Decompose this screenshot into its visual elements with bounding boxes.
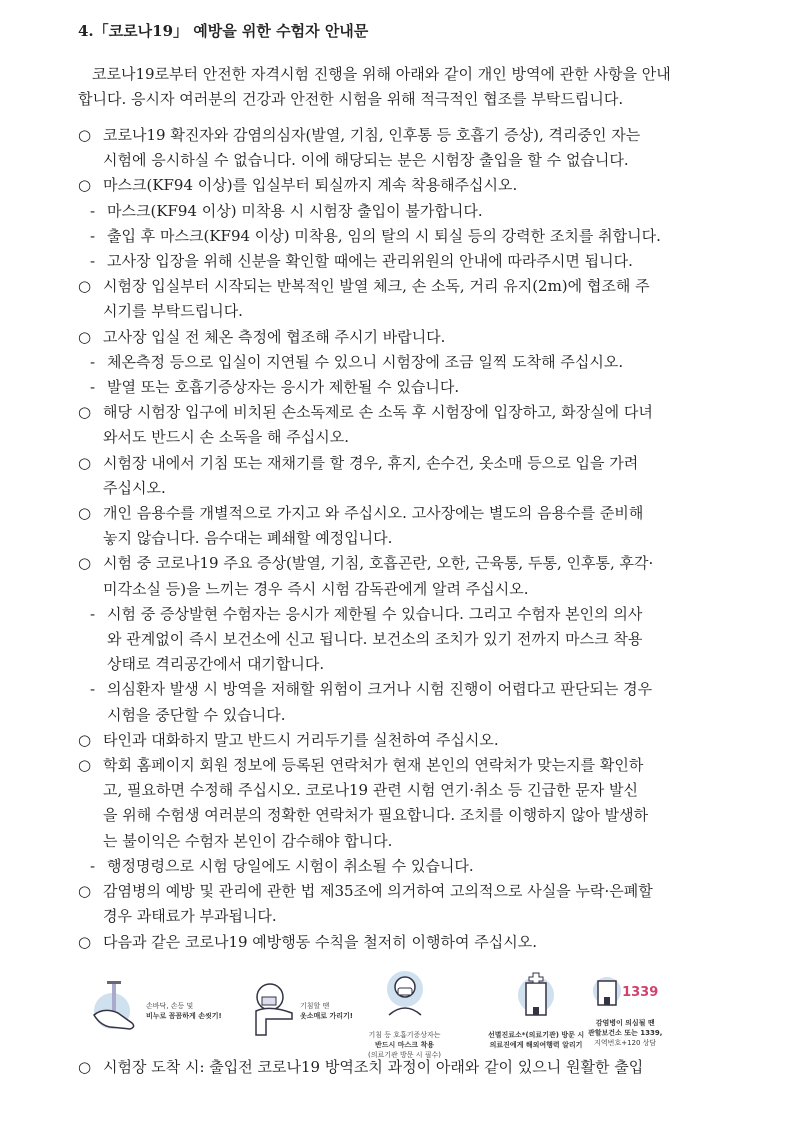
caption-line: 관할보건소 또는 1339, xyxy=(588,1028,663,1037)
list-item-line xyxy=(78,879,738,904)
prevention-rule xyxy=(90,977,222,1045)
circle-bullet-icon: ○ xyxy=(78,882,92,901)
intro-paragraph xyxy=(78,62,671,112)
dash-bullet: - xyxy=(90,201,96,220)
prevention-icon-strip xyxy=(78,977,738,1059)
sub-item-text: 체온측정 등으로 입실이 지연될 수 있으니 시험장에 조금 일찍 도착해 주십시오. xyxy=(107,352,624,371)
sub-item-line xyxy=(78,602,738,627)
handwash-icon xyxy=(90,977,142,1045)
list-item-text: 시험장 내에서 기침 또는 재채기를 할 경우, 휴지, 손수건, 옷소매 등으로 입을 가려 xyxy=(103,453,639,472)
sub-item-text: 시험 중 증상발현 수험자는 응시가 제한될 수 있습니다. 그리고 수험자 본인의 의사 xyxy=(107,604,643,623)
list-item-text: 다음과 같은 코로나19 예방행동 수칙을 철저히 이행하여 주십시오. xyxy=(103,932,537,951)
sub-item-text: 마스크(KF94 이상) 미착용 시 시험장 출입이 불가합니다. xyxy=(107,201,483,220)
list-item-text: 경우 과태료가 부과됩니다. xyxy=(103,907,277,926)
caption-line: 의료진에게 해외여행력 알리기 xyxy=(489,1040,583,1049)
circle-bullet-icon: ○ xyxy=(78,730,92,749)
list-item-line xyxy=(78,904,738,929)
circle-bullet-icon: ○ xyxy=(78,554,92,573)
circle-bullet-icon: ○ xyxy=(78,327,92,346)
list-item xyxy=(78,879,738,929)
mask-icon xyxy=(381,969,429,1029)
list-item xyxy=(78,551,738,601)
sub-item-line xyxy=(78,703,738,728)
list-item-text: 고, 필요하면 수정해 주십시오. 코로나19 관련 시험 연기·취소 등 긴급한 문자 발신 xyxy=(103,781,639,800)
list-item xyxy=(78,451,738,501)
sub-item xyxy=(78,375,738,400)
circle-bullet-icon: ○ xyxy=(78,126,92,144)
health-center-icon xyxy=(592,969,622,1017)
caption-line: 비누로 꼼꼼하게 손씻기! xyxy=(146,1011,222,1020)
caption-line: 선별진료소*(의료기관) 방문 시 xyxy=(488,1030,585,1039)
list-item-line xyxy=(78,325,738,350)
list-item-line xyxy=(78,501,738,526)
list-item-text: 와서도 반드시 손 소독을 해 주십시오. xyxy=(103,428,349,447)
list-item-text: 타인과 대화하지 말고 반드시 거리두기를 실천하여 주십시오. xyxy=(103,730,499,749)
cough-sleeve-icon xyxy=(248,977,296,1045)
logo-row xyxy=(592,969,658,1017)
caption-line: 옷소매로 가리기! xyxy=(300,1011,353,1020)
list-item-text: 놓지 않습니다. 음수대는 폐쇄할 예정입니다. xyxy=(103,529,393,548)
dash-bullet: - xyxy=(90,352,96,371)
prevention-rule xyxy=(248,977,353,1045)
list-item-line xyxy=(78,930,738,955)
prevention-rule xyxy=(488,969,584,1050)
circle-bullet-icon: ○ xyxy=(78,756,92,775)
list-item-line xyxy=(78,753,738,778)
list-item-line xyxy=(78,400,738,425)
circle-bullet-icon: ○ xyxy=(78,277,92,296)
hospital-icon xyxy=(516,969,556,1029)
list-item-text: 시기를 부탁드립니다. xyxy=(103,302,243,321)
dash-bullet: - xyxy=(90,604,96,623)
list-item-line xyxy=(78,274,738,299)
list-item-text: 주십시오. xyxy=(103,478,166,497)
list-item-text: 을 위해 수험생 여러분의 정확한 연락처가 필요합니다. 조치를 이행하지 않아 발생하 xyxy=(103,806,649,825)
circle-bullet-icon: ○ xyxy=(78,176,92,195)
sub-item-text: 출입 후 마스크(KF94 이상) 미착용, 임의 탈의 시 퇴실 등의 강력한 조치를 취합니다. xyxy=(107,226,661,245)
list-item-text: 마스크(KF94 이상)를 입실부터 퇴실까지 계속 착용해주십시오. xyxy=(103,176,518,195)
list-item-line xyxy=(78,577,738,602)
list-item xyxy=(78,123,738,173)
sub-item-line xyxy=(78,627,738,652)
list-item-line xyxy=(78,451,738,476)
sub-item xyxy=(78,677,738,727)
list-item-line xyxy=(78,173,738,198)
dash-bullet: - xyxy=(90,252,96,271)
dash-bullet: - xyxy=(90,226,96,245)
list-item-line xyxy=(78,526,738,551)
list-item-text: 해당 시험장 입구에 비치된 손소독제로 손 소독 후 시험장에 입장하고, 화장실에 다녀 xyxy=(103,403,653,422)
sub-item-text: 행정명령으로 시험 당일에도 시험이 취소될 수 있습니다. xyxy=(107,856,474,875)
rule-caption xyxy=(300,1001,353,1021)
sub-item xyxy=(78,602,738,678)
list-item xyxy=(78,501,738,551)
sub-item xyxy=(78,224,738,249)
circle-bullet-icon: ○ xyxy=(78,932,92,951)
section-title: 4.「코로나19」 예방을 위한 수험자 안내문 xyxy=(78,22,369,40)
sub-item-text: 시험을 중단할 수 있습니다. xyxy=(107,705,286,724)
caption-line: 반드시 마스크 착용 xyxy=(375,1040,434,1049)
circle-bullet-icon: ○ xyxy=(78,1057,92,1076)
circle-bullet-icon: ○ xyxy=(78,504,92,523)
list-item-text: 미각소실 등)을 느끼는 경우 즉시 시험 감독관에게 알려 주십시오. xyxy=(103,579,529,598)
sub-item-text: 상태로 격리공간에서 대기합니다. xyxy=(107,655,325,674)
list-item-text: 시험 중 코로나19 주요 증상(발열, 기침, 호흡곤란, 오한, 근육통, 두통, 인후통, 후각· xyxy=(103,554,654,573)
list-item-text: 는 불이익은 수험자 본인이 감수해야 합니다. xyxy=(103,831,393,850)
list-item-text: 고사장 입실 전 체온 측정에 협조해 주시기 바랍니다. xyxy=(103,327,446,346)
caption-line: 기침할 땐 xyxy=(300,1001,330,1010)
list-item-text: 시험에 응시하실 수 없습니다. 이에 해당되는 분은 시험장 출입을 할 수 없습니다. xyxy=(103,151,629,170)
list-item-text: 시험장 도착 시: 출입전 코로나19 방역조치 과정이 아래와 같이 있으니 원활한 출입 xyxy=(103,1057,644,1076)
circle-bullet-icon: ○ xyxy=(78,453,92,472)
prevention-rule xyxy=(368,969,441,1060)
list-item xyxy=(78,274,738,324)
sub-item-text: 와 관계없이 즉시 보건소에 신고 됩니다. 보건소의 조치가 있기 전까지 마스크 착용 xyxy=(107,630,643,649)
caption-line: (의료기관 방문 시 필수) xyxy=(368,1050,441,1059)
list-item-line xyxy=(78,148,738,173)
sub-item-line xyxy=(78,375,738,400)
sub-item xyxy=(78,854,738,879)
prevention-rule xyxy=(588,969,662,1048)
intro-line: 코로나19로부터 안전한 자격시험 진행을 위해 아래와 같이 개인 방역에 관한 사항을 안내 xyxy=(92,65,671,83)
rule-caption xyxy=(488,1030,584,1050)
list-item-line xyxy=(78,425,738,450)
list-item-line xyxy=(78,551,738,576)
list-item xyxy=(78,728,738,753)
list-item-text: 학회 홈페이지 회원 정보에 등록된 연락처가 현재 본인의 연락처가 맞는지를 확인하 xyxy=(103,756,644,775)
sub-item-line xyxy=(78,224,738,249)
list-item-line xyxy=(78,829,738,854)
caption-line: 감염병이 의심될 땐 xyxy=(595,1018,655,1027)
sub-item-line xyxy=(78,677,738,702)
caption-line: 기침 등 호흡기증상자는 xyxy=(368,1030,441,1039)
sub-item-text: 의심환자 발생 시 방역을 저해할 위험이 크거나 시험 진행이 어렵다고 판단되는 경우 xyxy=(107,680,653,699)
list-item-line xyxy=(78,476,738,501)
list-item-text: 감염병의 예방 및 관리에 관한 법 제35조에 의거하여 고의적으로 사실을 누락·은폐할 xyxy=(103,882,653,901)
sub-item-line xyxy=(78,199,738,224)
sub-item-line xyxy=(78,350,738,375)
sub-item-line xyxy=(78,854,738,879)
sub-item xyxy=(78,350,738,375)
list-item xyxy=(78,930,738,955)
list-item-text: 시험장 입실부터 시작되는 반복적인 발열 체크, 손 소독, 거리 유지(2m)에 협조해 주 xyxy=(103,277,650,296)
list-item xyxy=(78,325,738,350)
sub-item xyxy=(78,249,738,274)
sub-item-line xyxy=(78,249,738,274)
sub-item-text: 고사장 입장을 위해 신분을 확인할 때에는 관리위원의 안내에 따라주시면 됩니다. xyxy=(107,252,633,271)
list-item-line xyxy=(78,803,738,828)
sub-item-text: 발열 또는 호흡기증상자는 응시가 제한될 수 있습니다. xyxy=(107,378,460,397)
dash-bullet: - xyxy=(90,680,96,699)
dash-bullet: - xyxy=(90,378,96,397)
list-item-line xyxy=(78,728,738,753)
rule-caption xyxy=(588,1018,662,1048)
rule-caption xyxy=(146,1001,222,1021)
list-item-text: 개인 음용수를 개별적으로 가지고 와 주십시오. 고사장에는 별도의 음용수를 준비해 xyxy=(103,504,644,523)
list-item xyxy=(78,400,738,450)
list-item-line xyxy=(78,123,738,148)
notice-list xyxy=(78,123,738,1080)
caption-line: 손바닥, 손등 및 xyxy=(146,1001,194,1010)
rule-caption xyxy=(368,1030,441,1060)
list-item xyxy=(78,753,738,854)
list-item-text: 코로나19 확진자와 감염의심자(발열, 기침, 인후통 등 호흡기 증상), 격리중인 자는 xyxy=(103,126,641,144)
list-item xyxy=(78,173,738,198)
list-item-line xyxy=(78,299,738,324)
circle-bullet-icon: ○ xyxy=(78,403,92,422)
list-item-line xyxy=(78,778,738,803)
1339-logo: 1339 xyxy=(622,985,659,1001)
sub-item xyxy=(78,199,738,224)
intro-line: 합니다. 응시자 여러분의 건강과 안전한 시험을 위해 적극적인 협조를 부탁드립니다. xyxy=(78,90,624,109)
sub-item-line xyxy=(78,652,738,677)
caption-line: 지역번호+120 상담 xyxy=(594,1038,657,1047)
dash-bullet: - xyxy=(90,856,96,875)
